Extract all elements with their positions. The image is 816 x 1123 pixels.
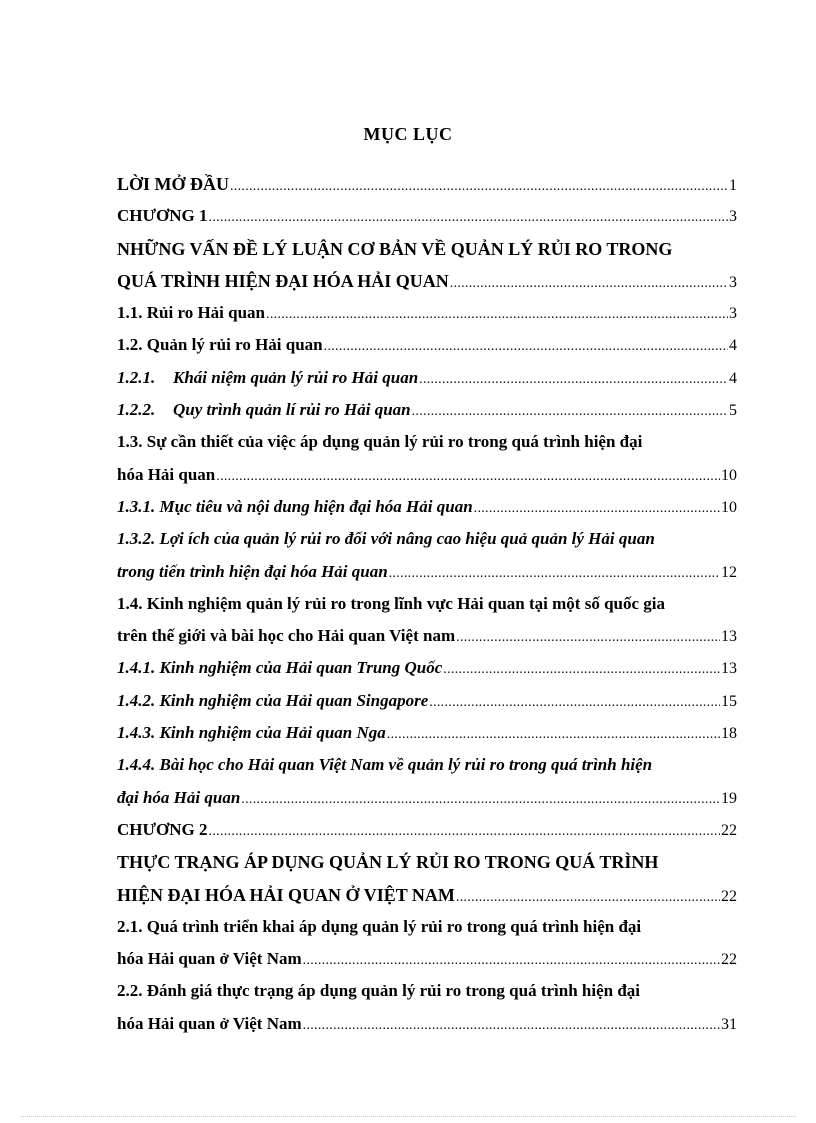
- toc-page-number: 3: [729, 305, 737, 323]
- toc-entry-text: hóa Hải quan ở Việt Nam: [117, 949, 302, 969]
- toc-leader-dots: [419, 364, 728, 396]
- toc-leader-dots: [456, 622, 720, 654]
- toc-entry-text: 1.4. Kinh nghiệm quản lý rủi ro trong lĩnh vực Hải quan tại một số quốc gia: [117, 593, 666, 613]
- toc-entry: [117, 943, 737, 975]
- toc-page-number: 18: [721, 725, 737, 743]
- toc-entry-text: NHỮNG VẤN ĐỀ LÝ LUẬN CƠ BẢN VỀ QUẢN LÝ RỦI RO TRONG: [117, 238, 673, 259]
- toc-leader-dots: [387, 719, 720, 751]
- toc-entry-text: CHƯƠNG 1: [117, 206, 208, 226]
- toc-leader-dots: [412, 396, 728, 428]
- toc-entry: [117, 329, 737, 361]
- toc-entry-text: HIỆN ĐẠI HÓA HẢI QUAN Ở VIỆT NAM: [117, 884, 455, 905]
- toc-entry-text: 1.1. Rủi ro Hải quan: [117, 303, 266, 323]
- toc-leader-dots: [241, 784, 720, 816]
- toc-entry-text: [117, 362, 418, 394]
- page-bottom-border: [20, 1116, 796, 1117]
- toc-leader-dots: [456, 882, 720, 914]
- toc-page-number: 3: [729, 273, 737, 291]
- toc-leader-dots: [474, 493, 720, 525]
- toc-leader-dots: [216, 461, 720, 493]
- toc-entry-text: trong tiến trình hiện đại hóa Hải quan: [117, 561, 388, 581]
- toc-entry: [117, 846, 737, 878]
- toc-leader-dots: [266, 299, 728, 331]
- toc-leader-dots: [429, 687, 720, 719]
- toc-leader-dots: [443, 654, 720, 686]
- toc-entry: [117, 1008, 737, 1040]
- toc-entry: [117, 297, 737, 329]
- table-of-contents: [117, 168, 737, 1040]
- toc-leader-dots: [209, 202, 728, 234]
- toc-entry: [117, 975, 737, 1007]
- toc-section-number: 1.2.2.: [117, 400, 156, 420]
- toc-entry: [117, 620, 737, 652]
- page-title: MỤC LỤC: [363, 124, 453, 144]
- toc-entry-text: 1.3. Sự cần thiết của việc áp dụng quản lý rủi ro trong quá trình hiện đại: [117, 432, 643, 452]
- toc-entry: [117, 588, 737, 620]
- toc-section-title: Khái niệm quản lý rủi ro Hải quan: [173, 367, 419, 387]
- toc-page-number: 1: [729, 177, 737, 194]
- toc-leader-dots: [324, 331, 728, 363]
- toc-entry: [117, 911, 737, 943]
- toc-entry-text: THỰC TRẠNG ÁP DỤNG QUẢN LÝ RỦI RO TRONG QUÁ TRÌNH: [117, 852, 659, 873]
- toc-leader-dots: [450, 268, 728, 300]
- toc-page-number: 3: [729, 208, 737, 226]
- toc-entry-text: 1.3.1. Mục tiêu và nội dung hiện đại hóa Hải quan: [117, 496, 473, 516]
- toc-entry-text: 1.4.3. Kinh nghiệm của Hải quan Nga: [117, 723, 386, 743]
- toc-entry-text: LỜI MỞ ĐẦU: [117, 174, 229, 194]
- toc-entry: [117, 782, 737, 814]
- toc-leader-dots: [303, 945, 720, 977]
- toc-page-number: 22: [721, 821, 737, 839]
- toc-entry: [117, 200, 737, 232]
- toc-entry: [117, 459, 737, 491]
- toc-entry: [117, 523, 737, 555]
- toc-entry-text: QUÁ TRÌNH HIỆN ĐẠI HÓA HẢI QUAN: [117, 270, 449, 291]
- toc-entry: [117, 749, 737, 781]
- toc-entry-text: 1.3.2. Lợi ích của quản lý rủi ro đối với nâng cao hiệu quả quản lý Hải quan: [117, 529, 655, 549]
- toc-entry: [117, 426, 737, 458]
- toc-page-number: 5: [729, 402, 737, 420]
- toc-entry-text: CHƯƠNG 2: [117, 819, 208, 839]
- toc-page-number: 31: [721, 1015, 737, 1033]
- toc-entry: [117, 491, 737, 523]
- toc-page-number: 15: [721, 692, 737, 710]
- toc-leader-dots: [389, 558, 720, 590]
- toc-entry-text: đại hóa Hải quan: [117, 787, 241, 807]
- toc-page-number: 22: [721, 951, 737, 969]
- toc-leader-dots: [230, 171, 728, 203]
- toc-section-title: Quy trình quản lí rủi ro Hải quan: [173, 400, 411, 420]
- toc-page-number: 22: [721, 887, 737, 905]
- toc-section-number: 1.2.1.: [117, 367, 156, 387]
- toc-entry: [117, 362, 737, 394]
- toc-entry-text: hóa Hải quan: [117, 464, 216, 484]
- toc-entry-text: 2.1. Quá trình triển khai áp dụng quản lý rủi ro trong quá trình hiện đại: [117, 916, 642, 936]
- toc-entry: [117, 394, 737, 426]
- toc-entry: [117, 233, 737, 265]
- toc-entry: [117, 814, 737, 846]
- toc-entry: [117, 879, 737, 911]
- toc-entry: [117, 168, 737, 200]
- toc-page-number: 10: [721, 498, 737, 516]
- toc-entry-text: 1.4.2. Kinh nghiệm của Hải quan Singapore: [117, 690, 429, 710]
- toc-entry-text: 1.2. Quản lý rủi ro Hải quan: [117, 335, 323, 355]
- toc-entry-text: 1.4.1. Kinh nghiệm của Hải quan Trung Quốc: [117, 658, 443, 678]
- toc-page-number: 4: [729, 369, 737, 387]
- toc-page-number: 10: [721, 466, 737, 484]
- toc-leader-dots: [209, 816, 720, 848]
- toc-entry: [117, 717, 737, 749]
- toc-entry-text: trên thế giới và bài học cho Hải quan Việt nam: [117, 626, 456, 646]
- toc-entry: [117, 265, 737, 297]
- toc-page-number: 12: [721, 563, 737, 581]
- toc-entry: [117, 685, 737, 717]
- toc-entry-text: hóa Hải quan ở Việt Nam: [117, 1013, 302, 1033]
- toc-leader-dots: [303, 1010, 720, 1042]
- toc-entry-text: 1.4.4. Bài học cho Hải quan Việt Nam về quản lý rủi ro trong quá trình hiện: [117, 755, 653, 775]
- toc-entry-text: [117, 394, 411, 426]
- toc-page-number: 13: [721, 628, 737, 646]
- toc-entry-text: 2.2. Đánh giá thực trạng áp dụng quản lý rủi ro trong quá trình hiện đại: [117, 981, 641, 1001]
- toc-entry: [117, 556, 737, 588]
- toc-entry: [117, 652, 737, 684]
- toc-page-number: 4: [729, 337, 737, 355]
- toc-page-number: 19: [721, 789, 737, 807]
- toc-page-number: 13: [721, 660, 737, 678]
